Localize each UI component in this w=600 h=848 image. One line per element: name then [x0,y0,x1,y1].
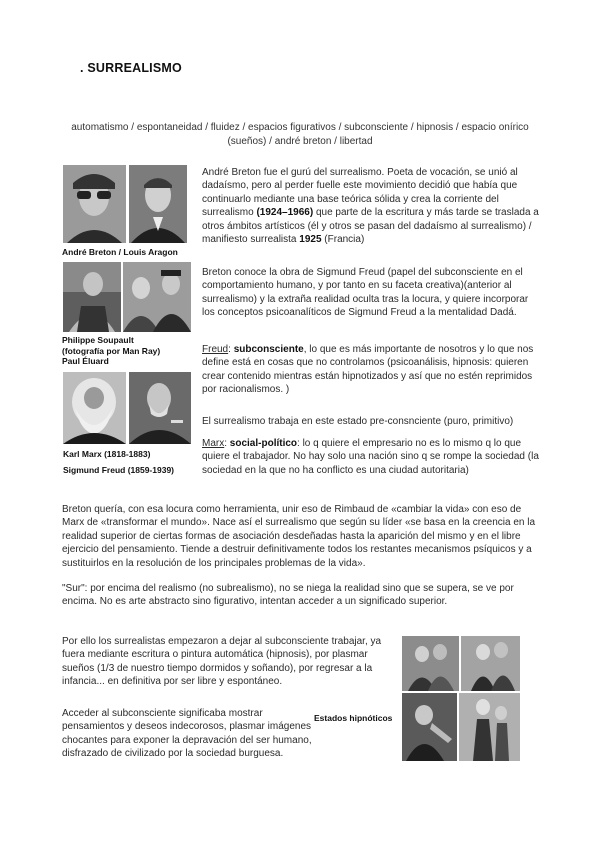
p1-text-e: (Francia) [321,234,365,246]
freud-text: , lo que es más importante de nosotros y lo que nos define está en cosas que no controlamos (psicoanálisis, hipnosis: quieren crear contenido mientras están hipnotizados y así que no estén reprimidos por racionalismos. ) [202,344,534,396]
p1-year: 1925 [299,234,322,246]
caption-soupault: Philippe Soupault [62,335,134,345]
p1-dates: (1924–1966) [256,207,314,219]
photo-sigmund-freud [129,372,191,444]
keywords-line: automatismo / espontaneidad / fluidez / espacios figurativos / subconsciente / hipnosis / espacio onírico (sueños) / andré breton / libertad [71,122,529,147]
photo-andre-breton [63,165,126,243]
photo-paul-eluard [123,262,191,332]
marx-text: : lo q quiere el empresario no es lo mismo q lo que quiere el trabajador. No hay solo una nación sino q se rompe la sociedad (la sociedad en la que no ha conflicto es una ciudad autoritaria) [202,438,539,476]
photo-hipnosis-2 [461,636,520,691]
marx-colon: : [224,438,230,449]
photo-hipnosis-1 [402,636,459,691]
caption-man-ray: (fotografía por Man Ray) [62,345,161,356]
marx-label: Marx [202,438,225,449]
paragraph-breton [202,166,540,246]
marx-term: social-político [229,438,298,449]
paragraph-freud [202,343,540,397]
freud-colon: : [228,344,234,355]
photo-hipnosis-4 [459,693,520,761]
caption-freud: Sigmund Freud (1859-1939) [63,465,175,475]
caption-eluard: Paul Éluard [62,356,109,366]
p1-text-c: que parte de la escritura y más tarde se traslada a otros ámbitos artísticos (él y otros se pasan del dadaísmo al surrealismo) / manifiesto surrealista [202,207,539,246]
caption-soupault-eluard [62,335,192,367]
photo-hipnosis-3 [402,693,457,761]
paragraph-surrealistas: Por ello los surrealistas empezaron a dejar al subconsciente trabajar, ya fuera mediante escritura o pintura automática (hipnosis), por plasmar sueños (1/3 de nuestro tiempo dormidos y soñando), por regresar a la infancia... en definitiva por ser libre y espontáneo. [62,636,382,688]
caption-estados-hipnoticos: Estados hipnóticos [314,713,393,723]
paragraph-rimbaud-marx: Breton quería, con esa locura como herramienta, unir eso de Rimbaud de «cambiar la vida» con eso de Marx de «transformar el mundo». Nace así el surrealismo que según su líder «se basa en la creencia en la realidad superior de ciertas formas de asociación desdeñadas hasta la aparición del mismo y en el libre ejercicio del pensamiento. Tiende a destruir definitivamente todos los restantes mecanismos psíquicos y a sustituirlos en la resolución de los principales problemas de la vida». [62,504,536,569]
paragraph-sur: "Sur": por encima del realismo (no subrealismo), no se niega la realidad sino que se supera, se ve por encima. No es arte abstracto sino figurativo, intentan acceder a un significado superior. [62,583,514,608]
photo-louis-aragon [129,165,187,243]
freud-term: subconsciente [233,344,304,355]
caption-breton-aragon: André Breton / Louis Aragon [62,247,178,257]
paragraph-subconsciente: Acceder al subconsciente significaba mostrar pensamientos y deseos indecorosos, plasmar imágenes chocantes para exponer la depravación del ser humano, disfrazado de civilizado por la sociedad burguesa. [62,708,312,760]
paragraph-preconsciente: El surrealismo trabaja en este estado pre-consnciente (puro, primitivo) [202,416,514,427]
photo-philippe-soupault [63,262,121,332]
paragraph-marx [202,437,540,477]
p1-text-a: André Breton fue el gurú del surrealismo. Poeta de vocación, se unió al dadaísmo, pero al perder fuelle este movimiento decidió que había que continuarlo mediante una base teórica sólida y crea la corriente del surrealismo [202,167,518,219]
photo-karl-marx [63,372,126,444]
caption-marx: Karl Marx (1818-1883) [63,449,151,459]
freud-label: Freud [202,344,229,355]
page-title: . SURREALISMO [80,61,182,75]
paragraph-freud-intro: Breton conoce la obra de Sigmund Freud (papel del subconsciente en el comportamiento humano, y por tanto en su faceta creativa)(anterior al surrealismo) y la extraña realidad oculta tras la locura, y quiere incorporar los conceptos psicoanalíticos de Sigmund Freud a la mentalidad Dadá. [202,267,529,319]
